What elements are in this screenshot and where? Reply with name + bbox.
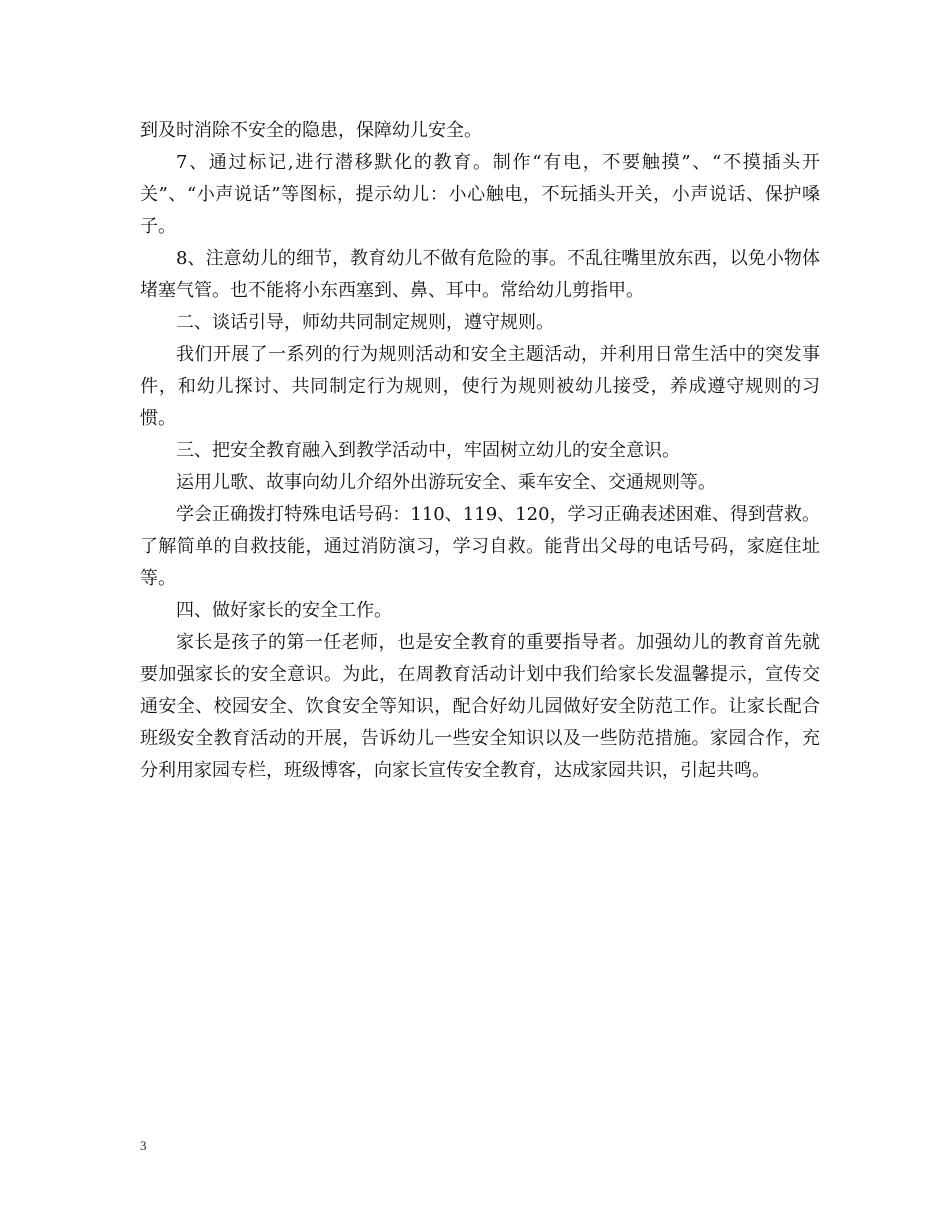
paragraph-songs-stories: 运用儿歌、故事向幼儿介绍外出游玩安全、乘车安全、交通规则等。 — [176, 472, 716, 493]
paragraph-rules: 我们开展了一系列的行为规则活动和安全主题活动，并利用日常生活中的突发事件，和幼儿探讨、共同制定行为规则，使行为规则被幼儿接受，养成遵守规则的习惯。 — [140, 344, 820, 429]
paragraph-continuation: 到及时消除不安全的隐患，保障幼儿安全。 — [140, 120, 482, 141]
paragraph-item-8: 8、注意幼儿的细节，教育幼儿不做有危险的事。不乱往嘴里放东西，以免小物体堵塞气管。也不能将小东西塞到、鼻、耳中。常给幼儿剪指甲。 — [140, 248, 820, 301]
section-heading-3: 三、把安全教育融入到教学活动中，牢固树立幼儿的安全意识。 — [176, 440, 680, 461]
paragraph-emergency-numbers: 学会正确拨打特殊电话号码：110、119、120，学习正确表述困难、得到营救。了解简单的自救技能，通过消防演习，学习自救。能背出父母的电话号码，家庭住址等。 — [140, 504, 820, 589]
paragraph-parents: 家长是孩子的第一任老师，也是安全教育的重要指导者。加强幼儿的教育首先就要加强家长的安全意识。为此，在周教育活动计划中我们给家长发温馨提示，宣传交通安全、校园安全、饮食安全等知识，配合好幼儿园做好安全防范工作。让家长配合班级安全教育活动的开展，告诉幼儿一些安全知识以及一些防范措施。家园合作，充分利用家园专栏，班级博客，向家长宣传安全教育，达成家园共识，引起共鸣。 — [140, 632, 820, 781]
document-body — [140, 115, 820, 787]
section-heading-4: 四、做好家长的安全工作。 — [176, 600, 392, 621]
section-heading-2: 二、谈话引导，师幼共同制定规则，遵守规则。 — [176, 312, 554, 333]
paragraph-item-7: 7、通过标记,进行潜移默化的教育。制作“有电，不要触摸”、“不摸插头开关”、“小声说话”等图标，提示幼儿：小心触电，不玩插头开关，小声说话、保护嗓子。 — [140, 152, 820, 237]
page-number: 3 — [140, 1138, 147, 1153]
